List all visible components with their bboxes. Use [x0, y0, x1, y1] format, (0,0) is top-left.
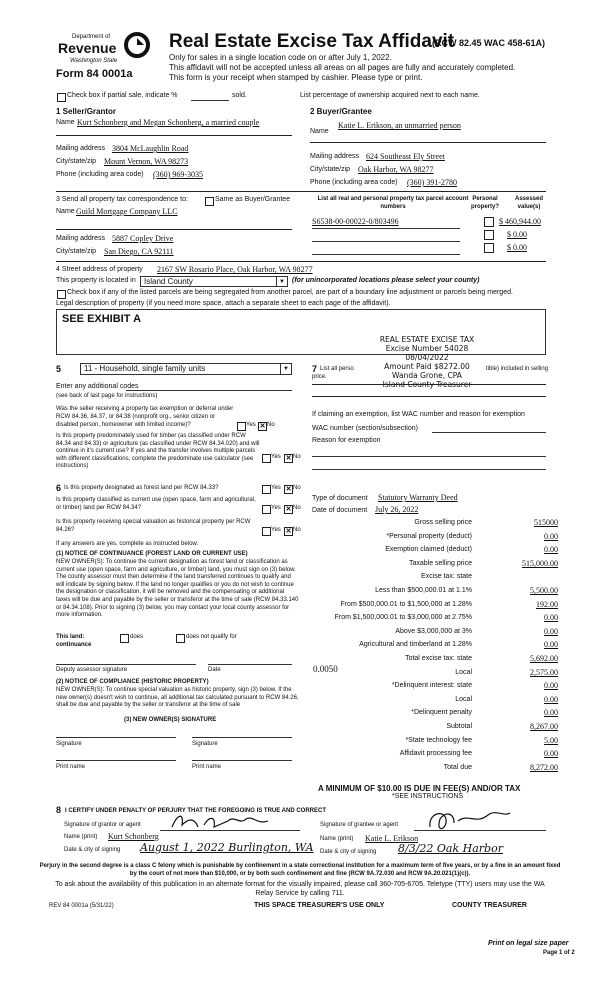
notice2-title: (2) NOTICE OF COMPLIANCE (HISTORIC PROPERTY)	[56, 679, 209, 685]
dept-revenue: Revenue	[58, 40, 117, 56]
reason-field-2[interactable]	[312, 469, 546, 470]
buyer-name-label: Name	[310, 128, 329, 135]
print-legal-note: Print on legal size paper	[488, 940, 569, 947]
unincorporated-note: (for unincorporated locations please select your county)	[292, 277, 480, 284]
stamp-line: Island County Treasurer	[382, 380, 472, 389]
local-rate-value: 0.0050	[313, 664, 338, 674]
divider	[310, 142, 546, 143]
parcel-assessed-header: Assessed value(s)	[514, 196, 544, 210]
forest-no-checkbox[interactable]: ✕	[285, 486, 292, 493]
wac-label: WAC number (section/subsection)	[312, 425, 418, 432]
calc-row-label: Exemption claimed (deduct)	[385, 546, 472, 553]
rcw-reference: (RCW 82.45 WAC 458-61A)	[432, 38, 546, 48]
tax-corr-address-label: Mailing address	[56, 235, 106, 242]
calc-row-label: Excise tax: state	[421, 573, 472, 580]
grantee-date-label: Date & city of signing	[320, 849, 377, 855]
use-code-value: 11 - Household, single family units	[84, 364, 206, 373]
parcel-line	[312, 241, 460, 242]
parcel-list-header: List all real and personal property tax parcel account numbers	[317, 196, 469, 210]
doc-type-label: Type of document	[312, 495, 368, 502]
seller-address-field[interactable]: 3804 McLaughlin Road	[112, 144, 189, 153]
chevron-down-icon[interactable]: ▼	[280, 364, 291, 374]
continuance-label: continuance	[56, 642, 92, 648]
calc-row-value[interactable]: 192.00	[536, 600, 558, 609]
calc-row-value[interactable]: 5.00	[544, 736, 558, 745]
tax-corr-city-label: City/state/zip	[56, 248, 97, 255]
grantor-name-field[interactable]: Kurt Schonberg	[108, 832, 159, 841]
stamp-line: Excise Number 54028	[385, 344, 469, 353]
section7-label: 7	[312, 364, 318, 374]
current-use-no-checkbox[interactable]: ✕	[285, 506, 292, 513]
yes-label: Yes	[246, 422, 256, 428]
reason-field[interactable]	[312, 456, 546, 457]
same-as-buyer-checkbox[interactable]	[205, 197, 214, 206]
calc-row-value[interactable]: 8,267.00	[530, 722, 558, 731]
divider	[312, 384, 546, 385]
parcel-personal-checkbox[interactable]	[484, 243, 494, 253]
parcel-personal-checkbox[interactable]	[484, 217, 494, 227]
calc-row-label: Less than $500,000.01 at 1.1%	[375, 587, 472, 594]
grantor-date-label: Date & city of signing	[64, 847, 121, 853]
no-label: No	[293, 454, 301, 460]
seller-name-label: Name	[56, 119, 75, 126]
partial-sale-checkbox[interactable]	[57, 93, 66, 102]
partial-sale-percent-field[interactable]	[191, 100, 229, 101]
does-not-label: does not qualify for	[186, 634, 237, 640]
current-use-yes-checkbox[interactable]	[262, 505, 271, 514]
located-label: This property is located in	[56, 277, 136, 284]
parcel-value-field[interactable]: $ 460,944.00	[499, 217, 541, 226]
yes-label: Yes	[271, 485, 281, 491]
q1-yes-checkbox[interactable]	[237, 422, 246, 431]
header-line2: This affidavit will not be accepted unless all areas on all pages are fully and accurately completed.	[169, 63, 516, 72]
calc-row-value[interactable]: 0.00	[544, 695, 558, 704]
calc-row-value[interactable]: 8,272.00	[530, 763, 558, 772]
seller-phone-field[interactable]: (360) 969-3035	[153, 170, 203, 179]
owner-signature-field-2[interactable]	[192, 737, 292, 738]
this-land-label: This land:	[56, 634, 85, 640]
deputy-date-label: Date	[208, 667, 221, 673]
calc-row-value[interactable]: 0.00	[544, 627, 558, 636]
street-field[interactable]: 2167 SW Rosario Place, Oak Harbor, WA 98277	[157, 265, 313, 274]
calc-row-value[interactable]: 0.00	[544, 532, 558, 541]
stamp-line: Amount Paid $8272.00	[384, 362, 470, 371]
q2-yes-checkbox[interactable]	[262, 454, 271, 463]
seller-name-field[interactable]: Kurt Schonberg and Megan Schonberg, a married couple	[77, 118, 260, 127]
calc-row-value[interactable]: 0.00	[544, 681, 558, 690]
segregate-checkbox[interactable]	[57, 290, 66, 299]
calc-row-value[interactable]: 515000	[534, 518, 558, 527]
parcel-personal-checkbox[interactable]	[484, 230, 494, 240]
partial-sale-label: Check box if partial sale, indicate %	[67, 92, 178, 99]
print-name-label-2: Print name	[192, 764, 222, 770]
codes-note: (see back of last page for instructions)	[56, 393, 158, 399]
parcel-personal-header: Personal property?	[470, 196, 499, 210]
calc-row-value[interactable]: 515,000.00	[522, 559, 558, 568]
divider	[312, 396, 546, 397]
divider	[56, 261, 546, 262]
calc-row-label: From $1,500,000.01 to $3,000,000 at 2.75%	[334, 614, 472, 621]
answers-note: If any answers are yes, complete as instructed below.	[56, 541, 199, 547]
historic-question: Is this property receiving special valuation as historical property per RCW 84.26?	[56, 519, 251, 533]
section5-label: 5	[56, 364, 62, 374]
treasurer-only-label: THIS SPACE TREASURER'S USE ONLY	[254, 902, 385, 909]
seller-city-label: City/state/zip	[56, 158, 97, 165]
doc-date-label: Date of document	[312, 507, 368, 514]
perjury-notice: Perjury in the second degree is a class C felony which is punishable by confinement in a state correctional institution for a maximum term of five years, or by a fine in an amount fixed by the court of not more than $10,000, or by both such confinement and fine (RCW 9A.72.030 and RCW 9A.20.021(1)(c)).	[39, 863, 561, 877]
header-line1: Only for sales in a single location code on or after July 1, 2022.	[169, 53, 392, 62]
county-value: Island County	[144, 277, 193, 286]
exemption-question: Was the seller receiving a property tax exemption or deferral under RCW 84.36, 84.37, or 84.38 (nonprofit org., senior citizen or disabled person, homeowner with limited income)?	[56, 406, 234, 428]
same-as-buyer-label: Same as Buyer/Grantee	[215, 196, 291, 203]
buyer-name-field[interactable]: Katie L. Erikson, an unmarried person	[338, 121, 461, 130]
calc-row-label: Agricultural and timberland at 1.28%	[359, 641, 472, 648]
signature-label: Signature	[56, 741, 82, 747]
form-number: Form 84 0001a	[56, 68, 133, 80]
seller-section-label: 1 Seller/Grantor	[56, 107, 117, 116]
buyer-address-field[interactable]: 624 Southeast Ely Street	[366, 152, 445, 161]
calc-row-value[interactable]: 0.00	[544, 749, 558, 758]
legal-label: Legal description of property (if you need more space, attach a separate sheet to each page of the affidavit).	[56, 300, 391, 307]
calc-row-value[interactable]: 0.00	[544, 545, 558, 554]
grantee-date-field[interactable]: 8/3/22 Oak Harbor	[398, 842, 503, 855]
calc-row-label: Total excise tax: state	[405, 655, 472, 662]
calc-row-label: Subtotal	[446, 723, 472, 730]
calc-row-value[interactable]: 5,500.00	[530, 586, 558, 595]
buyer-section-label: 2 Buyer/Grantee	[310, 107, 372, 116]
notice2-text: NEW OWNER(S): To continue special valuation as historic property, sign (3) below. If the new owner(s) doesn't wish to continue, all additional tax calculated pursuant to RCW 84.26, shall be due and payable by the seller or transferor at the time of sale	[56, 687, 299, 709]
rev-number: REV 84 0001a (5/31/22)	[49, 903, 114, 909]
section8-label: 8	[56, 805, 62, 815]
notice3-title: (3) NEW OWNER(S) SIGNATURE	[124, 717, 217, 723]
grantee-name-label: Name (print)	[320, 836, 354, 842]
doc-type-field[interactable]: Statutory Warranty Deed	[378, 493, 458, 502]
owner-print-field-2[interactable]	[192, 760, 292, 761]
seller-city-field[interactable]: Mount Vernon, WA 98273	[104, 157, 189, 166]
yes-label: Yes	[271, 454, 281, 460]
parcel-value-field[interactable]: $ 0.00	[507, 243, 527, 252]
stamp-line: REAL ESTATE EXCISE TAX	[379, 335, 475, 344]
owner-signature-field[interactable]	[56, 737, 176, 738]
parcel-account-field[interactable]: S6538-00-00022-0/803496	[312, 217, 399, 226]
exemption-claim-label: If claiming an exemption, list WAC number and reason for exemption	[312, 411, 525, 418]
chevron-down-icon[interactable]: ▼	[276, 277, 287, 286]
county-select[interactable]	[140, 276, 288, 287]
notice1-text: NEW OWNER(S): To continue the current designation as forest land or classification as current use (open space, farm and agriculture, or timber) land, you must sign on (3) below. The county assessor must then determine if the land transferred continues to qualify and will indicate by signing below. If the land no longer qualifies or you do not wish to continue the designation or classification, it will be removed and the compensating or additional taxes will be due and payable by the seller or transferor at the time of sale (RCW 84.33.140 or 84.34.108). Prior to signing (3) below, you may contact your local county assessor for more information.	[56, 559, 299, 619]
print-name-label: Print name	[56, 764, 86, 770]
tax-corr-label: 3 Send all property tax correspondence to:	[56, 196, 188, 203]
header-line3: This form is your receipt when stamped by cashier. Please type or print.	[169, 73, 423, 82]
calc-row-label: Total due	[443, 764, 472, 771]
no-label: No	[293, 505, 301, 511]
buyer-phone-field[interactable]: (360) 391-2780	[407, 178, 457, 187]
seller-address-label: Mailing address	[56, 145, 106, 152]
street-label: 4 Street address of property	[56, 266, 143, 273]
tax-corr-address-field[interactable]: 5887 Copley Drive	[112, 234, 174, 243]
q1-no-checkbox[interactable]: ✕	[259, 423, 266, 430]
section7-text-c: tible) included in selling	[486, 366, 549, 372]
historic-no-checkbox[interactable]: ✕	[285, 528, 292, 535]
calc-row-label: Affidavit processing fee	[399, 750, 472, 757]
alt-format-notice: To ask about the availability of this publication in an alternate format for the visually impaired, please call 360-705-6705. Teletype (TTY) users may use the WA Relay Service by calling 711.	[55, 881, 545, 897]
calc-row-value[interactable]: 0.00	[544, 613, 558, 622]
legal-description-text: SEE EXHIBIT A	[62, 313, 142, 325]
historic-yes-checkbox[interactable]	[262, 527, 271, 536]
section7-text-a: List all perso	[320, 366, 354, 372]
additional-codes-field[interactable]	[126, 390, 292, 391]
buyer-phone-label: Phone (including area code)	[310, 179, 398, 186]
parcel-line	[312, 254, 460, 255]
calc-row-value[interactable]: 2,575.00	[530, 668, 558, 677]
calc-row-label: Above $3,000,000 at 3%	[395, 628, 472, 635]
divider	[56, 229, 292, 230]
calc-row-value[interactable]: 5,692.00	[530, 654, 558, 663]
calc-row-label: Local	[455, 669, 472, 676]
ownership-label: List percentage of ownership acquired next to each name.	[300, 92, 480, 99]
grantee-name-field[interactable]: Katie L. Erikson	[365, 834, 419, 843]
tax-corr-city-field[interactable]: San Diego, CA 92111	[104, 247, 174, 256]
page-title: Real Estate Excise Tax Affidavit	[169, 31, 455, 52]
divider	[56, 135, 292, 136]
see-instructions: *SEE INSTRUCTIONS	[392, 793, 464, 800]
calc-row-label: *State technology fee	[405, 737, 472, 744]
segregate-label: Check box if any of the listed parcels are being segregated from another parcel, are part of a boundary line adjustment or parcels being merged.	[67, 289, 513, 296]
notice1-title: (1) NOTICE OF CONTINUANCE (FOREST LAND OR CURRENT USE)	[56, 551, 248, 557]
certify-text: I CERTIFY UNDER PENALTY OF PERJURY THAT THE FOREGOING IS TRUE AND CORRECT	[65, 808, 327, 814]
no-label: No	[293, 485, 301, 491]
buyer-city-field[interactable]: Oak Harbor, WA 98277	[358, 165, 434, 174]
does-checkbox[interactable]	[120, 634, 129, 643]
dor-logo-icon	[124, 32, 150, 58]
grantor-name-label: Name (print)	[64, 834, 98, 840]
tax-corr-name-label: Name	[56, 208, 75, 215]
does-label: does	[130, 634, 144, 640]
calc-row-label: *Delinquent interest: state	[391, 682, 472, 689]
no-label: No	[267, 422, 275, 428]
dept-line1: Department of	[72, 34, 111, 40]
stamp-line: Wanda Grone, CPA	[392, 371, 462, 380]
seller-phone-label: Phone (including area code)	[56, 171, 144, 178]
stamp-line: 08/04/2022	[405, 353, 449, 362]
grantee-signature-label: Signature of grantee or agent	[320, 822, 399, 828]
deputy-signature-field[interactable]	[56, 664, 196, 665]
page-number: Page 1 of 2	[543, 950, 575, 956]
dept-state: Washington State	[70, 58, 118, 64]
timber-question: Is this property predominately used for timber (as classified under RCW 84.34 and 84.33) or agriculture (as classified under RCW 84.34.020) and will continue in it's current use? If yes and the transfer involves multiple parcels with different classifications, complete the predominate use calculator (see instructions)	[56, 433, 260, 469]
minimum-note: A MINIMUM OF $10.00 IS DUE IN FEE(S) AND/OR TAX	[318, 784, 521, 793]
tax-corr-name-field[interactable]: Guild Mortgage Company LLC	[76, 207, 178, 216]
wac-field[interactable]	[432, 432, 546, 433]
section7-text-b: price.	[312, 374, 327, 380]
use-code-select[interactable]	[80, 363, 292, 375]
treasurer-stamp	[357, 335, 497, 389]
sold-label: sold.	[232, 92, 247, 99]
calc-row-value[interactable]: 0.00	[544, 640, 558, 649]
current-use-question: Is this property classified as current use (open space, farm and agricultural, or timber) land per RCW 84.34?	[56, 497, 256, 511]
forest-yes-checkbox[interactable]	[262, 485, 271, 494]
county-treasurer-label: COUNTY TREASURER	[452, 902, 527, 909]
doc-date-field[interactable]: July 26, 2022	[375, 505, 419, 514]
calc-row-value[interactable]: 0.00	[544, 708, 558, 717]
calc-row-label: *Personal property (deduct)	[386, 533, 472, 540]
grantor-signature	[168, 811, 278, 833]
deputy-date-field[interactable]	[208, 664, 292, 665]
grantee-signature	[424, 805, 514, 835]
calc-row-label: From $500,000.01 to $1,500,000 at 1.28%	[340, 601, 472, 608]
section6-label: 6	[56, 483, 62, 493]
q2-no-checkbox[interactable]: ✕	[285, 455, 292, 462]
grantor-date-field[interactable]: August 1, 2022 Burlington, WA	[140, 841, 314, 854]
calc-row-label: Taxable selling price	[408, 560, 472, 567]
does-not-checkbox[interactable]	[176, 634, 185, 643]
no-label: No	[293, 527, 301, 533]
additional-codes-label: Enter any additional codes	[56, 383, 139, 390]
calc-row-label: Gross selling price	[414, 519, 472, 526]
calc-row-label: Local	[455, 696, 472, 703]
reason-label: Reason for exemption	[312, 437, 381, 444]
buyer-address-label: Mailing address	[310, 153, 360, 160]
owner-print-field[interactable]	[56, 760, 176, 761]
calc-row-label: *Delinquent penalty	[411, 709, 472, 716]
forest-question: Is this property designated as forest land per RCW 84.33?	[64, 485, 219, 491]
parcel-value-field[interactable]: $ 0.00	[507, 230, 527, 239]
buyer-city-label: City/state/zip	[310, 166, 351, 173]
grantor-signature-label: Signature of grantor or agent	[64, 822, 141, 828]
signature-label-2: Signature	[192, 741, 218, 747]
deputy-signature-label: Deputy assessor signature	[56, 667, 128, 673]
yes-label: Yes	[271, 527, 281, 533]
yes-label: Yes	[271, 505, 281, 511]
divider	[56, 191, 546, 192]
parcel-line	[312, 228, 460, 229]
